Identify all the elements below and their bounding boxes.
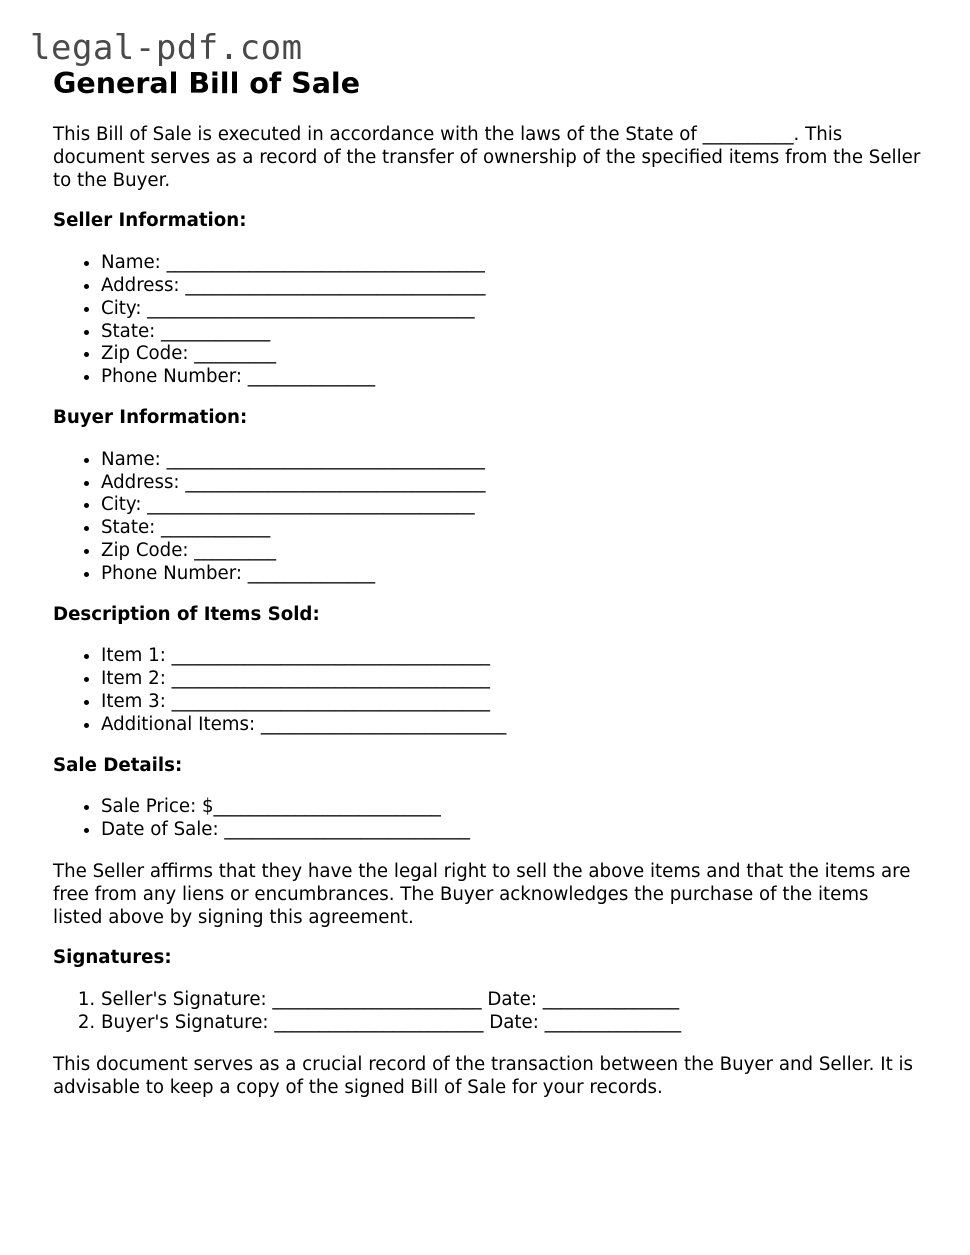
seller-city-field: • City: ____________________________________ [101, 298, 923, 321]
watermark-logo: legal-pdf.com [30, 28, 303, 68]
date-of-sale-field: • Date of Sale: ___________________________ [101, 819, 923, 842]
buyer-heading: Buyer Information: [53, 406, 248, 428]
seller-phone-field: • Phone Number: ______________ [101, 366, 923, 389]
seller-zip-field: • Zip Code: _________ [101, 343, 923, 366]
buyer-phone-field: • Phone Number: ______________ [101, 563, 923, 586]
items-fields-list [53, 645, 923, 736]
signatures-heading: Signatures: [53, 947, 172, 969]
items-heading: Description of Items Sold: [53, 603, 320, 625]
affirmation-paragraph: The Seller affirms that they have the legal right to sell the above items and that the items are free from any liens or encumbrances. The Buyer acknowledges the purchase of the items listed above by signing this agreement. [53, 860, 917, 928]
seller-heading: Seller Information: [53, 210, 247, 232]
buyer-fields-list [53, 449, 923, 586]
buyer-city-field: • City: ____________________________________ [101, 494, 923, 517]
additional-items-field: • Additional Items: ___________________________ [101, 714, 923, 737]
closing-paragraph: This document serves as a crucial record of the transaction between the Buyer and Seller. It is advisable to keep a copy of the signed Bill of Sale for your records. [53, 1053, 919, 1098]
buyer-zip-field: • Zip Code: _________ [101, 540, 923, 563]
buyer-state-field: • State: ____________ [101, 517, 923, 540]
sale-details-heading: Sale Details: [53, 754, 183, 776]
item-3-field: • Item 3: ___________________________________ [101, 691, 923, 714]
document-body [53, 64, 927, 1099]
document-title: General Bill of Sale [53, 67, 361, 100]
sale-details-list [53, 796, 923, 842]
seller-fields-list [53, 252, 923, 389]
seller-address-field: • Address: _________________________________ [101, 275, 923, 298]
seller-name-field: • Name: ___________________________________ [101, 252, 923, 275]
sale-price-field: • Sale Price: $_________________________ [101, 796, 923, 819]
seller-signature-field: 1. Seller's Signature: _______________________ Date: _______________ [101, 989, 923, 1012]
item-1-field: • Item 1: ___________________________________ [101, 645, 923, 668]
item-2-field: • Item 2: ___________________________________ [101, 668, 923, 691]
seller-state-field: • State: ____________ [101, 321, 923, 344]
buyer-name-field: • Name: ___________________________________ [101, 449, 923, 472]
buyer-address-field: • Address: _________________________________ [101, 472, 923, 495]
intro-paragraph: This Bill of Sale is executed in accordance with the laws of the State of __________. This document serves as a record of the transfer of ownership of the specified items from the Seller to the Buyer. [53, 124, 927, 191]
buyer-signature-field: 2. Buyer's Signature: _______________________ Date: _______________ [101, 1012, 923, 1035]
signatures-list [53, 989, 923, 1035]
